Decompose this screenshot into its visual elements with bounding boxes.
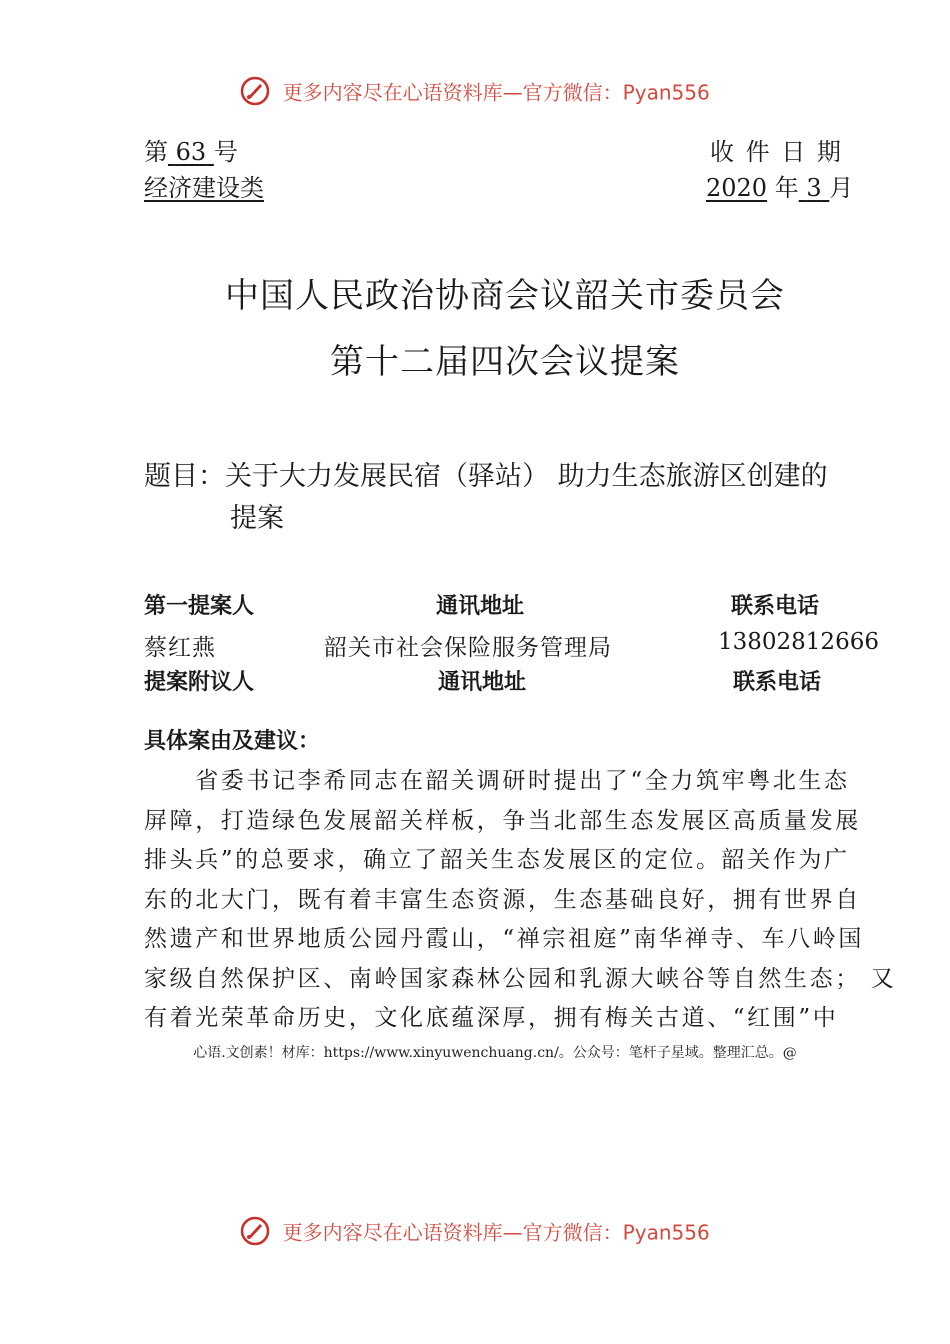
body-line: 排头兵”的总要求，确立了韶关生态发展区的定位。韶关作为广 (144, 847, 850, 873)
number-suffix: 号 (213, 138, 238, 166)
co-phone-header: 联系电话 (733, 670, 822, 695)
watermark-text: 更多内容尽在心语资料库—官方微信：Pyan556 (282, 80, 710, 105)
year-suffix: 年 (774, 174, 799, 202)
co-proposer-header: 提案附议人 (144, 670, 255, 695)
first-proposer-header: 第一提案人 (144, 594, 255, 619)
body-line: 家级自然保护区、南岭国家森林公园和乳源大峡谷等自然生态； 又 (144, 965, 897, 992)
body-line: 然遗产和世界地质公园丹霞山，“禅宗祖庭”南华禅寺、车八岭国 (144, 926, 864, 952)
watermark-text: 更多内容尽在心语资料库—官方微信：Pyan556 (282, 1220, 710, 1245)
footer-note: 心语.文创素！材库：https://www.xinyuwenchuang.cn/。公众号：笔杆子星域。整理汇总。@ (193, 1045, 797, 1061)
month-value: 3 (806, 174, 822, 202)
category-value: 经济建设类 (144, 174, 264, 202)
subject-line-1: 题目：关于大力发展民宿（驿站） 助力生态旅游区创建的 (144, 461, 828, 492)
body-line: 省委书记李希同志在韶关调研时提出了“全力筑牢粤北生态 (144, 768, 850, 794)
body-line: 东的北大门，既有着丰富生态资源，生态基础良好，拥有世界自 (144, 886, 861, 913)
brush-logo-icon (240, 76, 270, 106)
year-value: 2020 (706, 174, 768, 202)
proposer-name: 蔡红燕 (144, 635, 216, 661)
proposer-phone: 13802812666 (718, 629, 879, 655)
month-suffix: 月 (829, 174, 854, 202)
watermark-bottom (0, 1216, 950, 1246)
proposal-category (144, 168, 264, 203)
section-heading: 具体案由及建议： (144, 729, 321, 754)
document-title: 中国人民政治协商会议韶关市委员会 (225, 276, 785, 316)
co-address-header: 通讯地址 (438, 670, 527, 695)
proposal-subject (144, 456, 864, 540)
proposal-body (144, 762, 897, 1039)
phone-header: 联系电话 (731, 594, 820, 619)
address-header: 通讯地址 (436, 594, 525, 619)
proposal-number-value: 63 (175, 138, 207, 166)
body-line: 屏障，打造绿色发展韶关样板，争当北部生态发展区高质量发展 (144, 807, 861, 834)
document-subtitle: 第十二届四次会议提案 (330, 342, 680, 382)
proposal-number (144, 132, 238, 167)
brush-logo-icon (240, 1216, 270, 1246)
number-prefix: 第 (144, 138, 168, 166)
proposer-address: 韶关市社会保险服务管理局 (324, 635, 612, 661)
body-line: 有着光荣革命历史，文化底蕴深厚，拥有梅关古道、“红围”中 (144, 1005, 839, 1031)
watermark-top (0, 76, 950, 106)
received-date-value (706, 168, 853, 203)
subject-line-2: 提案 (230, 503, 284, 534)
received-date-label: 收 件 日 期 (710, 138, 843, 166)
